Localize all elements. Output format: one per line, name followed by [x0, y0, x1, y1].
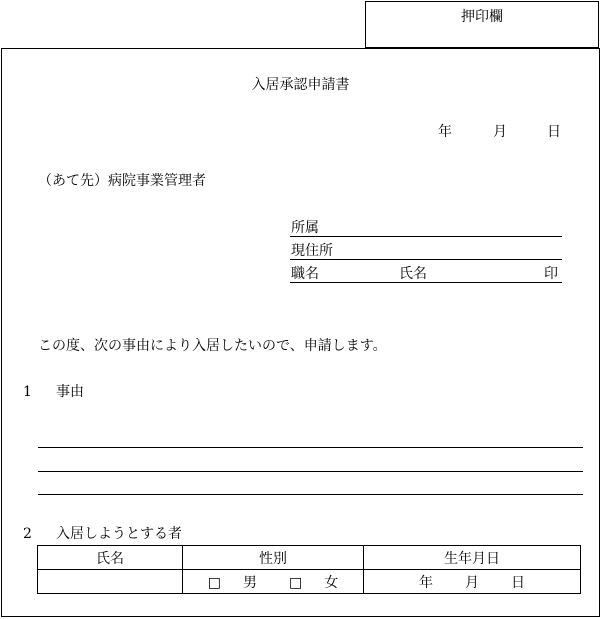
position-label: 職名 [291, 266, 319, 282]
birth-month: 月 [465, 574, 479, 591]
seal-mark: 印 [544, 266, 558, 282]
addressee: （あて先）病院事業管理者 [38, 173, 206, 189]
address-underline [290, 259, 562, 260]
section1-number: 1 [23, 384, 32, 400]
birthdate-cell[interactable] [364, 570, 581, 594]
date-day: 日 [547, 124, 561, 140]
address-label: 現住所 [291, 243, 333, 259]
reason-line [38, 471, 583, 472]
reason-line [38, 494, 583, 495]
male-label: 男 [243, 574, 257, 591]
affiliation-underline [290, 236, 562, 237]
table-header-row [38, 546, 581, 570]
date-month: 月 [493, 124, 507, 140]
seal-box-label: 押印欄 [461, 9, 503, 25]
female-checkbox[interactable]: □ [289, 574, 303, 591]
position-name-underline [290, 282, 562, 283]
seal-box [365, 1, 599, 48]
section2-heading: 入居しようとする者 [56, 526, 182, 542]
date-year: 年 [438, 124, 452, 140]
name-cell[interactable] [38, 570, 183, 594]
reason-line [38, 447, 583, 448]
male-checkbox[interactable]: □ [207, 574, 221, 591]
birth-day: 日 [511, 574, 525, 591]
application-statement: この度、次の事由により入居したいので、申請します。 [38, 338, 387, 354]
header-gender: 性別 [183, 546, 364, 570]
header-birthdate: 生年月日 [364, 546, 581, 570]
birth-year: 年 [419, 574, 433, 591]
resident-table [37, 545, 581, 594]
section2-number: 2 [23, 526, 32, 542]
header-name: 氏名 [38, 546, 183, 570]
gender-cell [183, 570, 364, 594]
document-title: 入居承認申請書 [251, 77, 350, 93]
name-label: 氏名 [399, 266, 427, 282]
affiliation-label: 所属 [291, 220, 319, 236]
table-row [38, 570, 581, 594]
section1-heading: 事由 [56, 384, 84, 400]
female-label: 女 [324, 574, 339, 591]
